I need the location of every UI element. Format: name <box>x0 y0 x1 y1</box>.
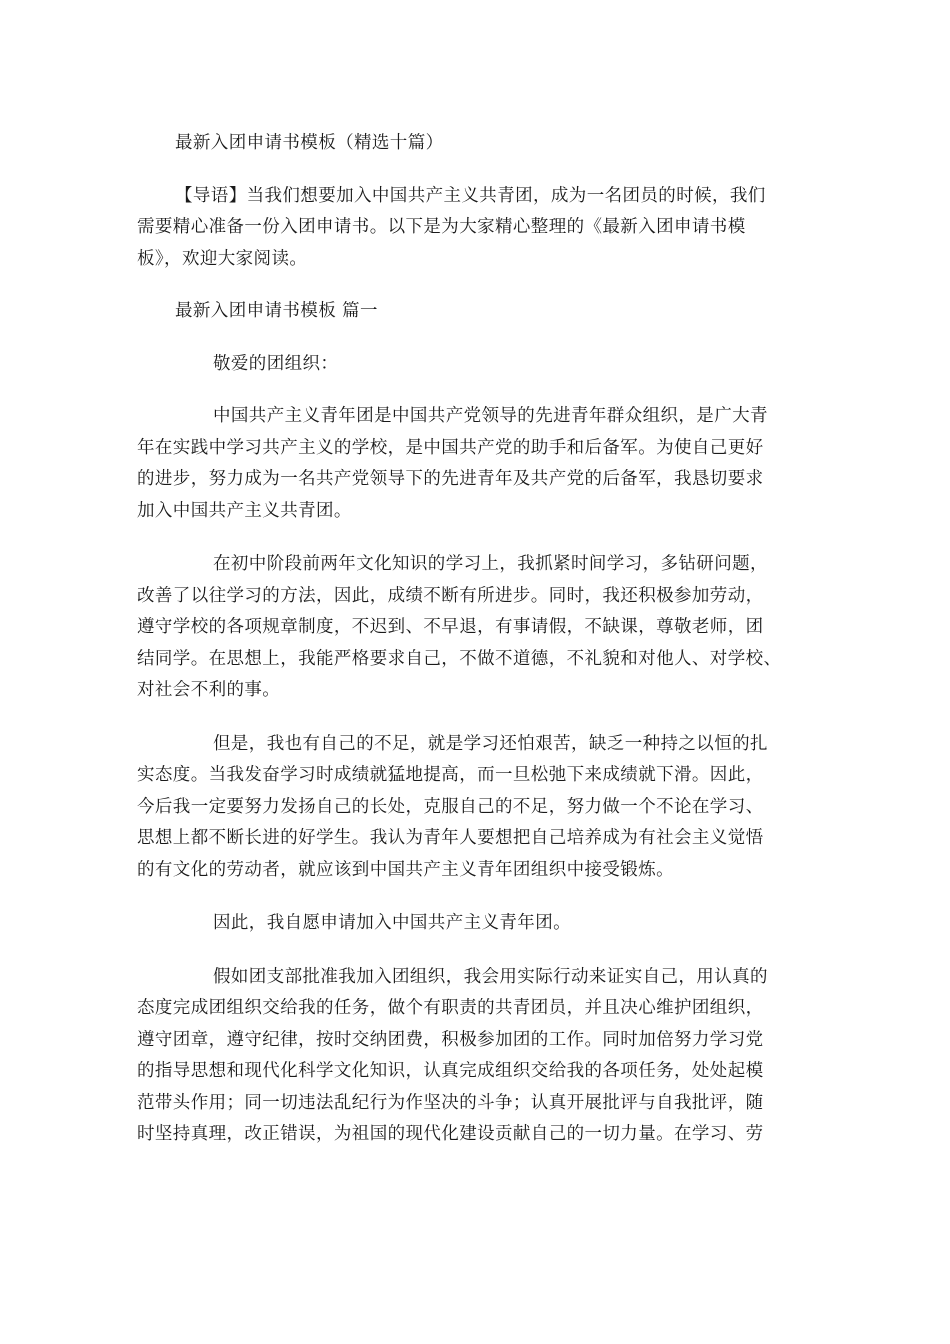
paragraph-line: 中国共产主义青年团是中国共产党领导的先进青年群众组织，是广大青 <box>213 406 768 426</box>
paragraph-line: 的指导思想和现代化科学文化知识，认真完成组织交给我的各项任务，处处起模 <box>137 1061 764 1081</box>
paragraph-line: 遵守学校的各项规章制度，不迟到、不早退，有事请假，不缺课，尊敬老师，团 <box>137 617 764 637</box>
paragraph-line: 加入中国共产主义共青团。 <box>137 500 352 521</box>
body-paragraph-1 <box>137 401 821 527</box>
document-body <box>137 128 821 1151</box>
paragraph-line: 态度完成团组织交给我的任务，做个有职责的共青团员，并且决心维护团组织， <box>137 998 764 1018</box>
paragraph-line: 年在实践中学习共产主义的学校，是中国共产党的助手和后备军。为使自己更好 <box>137 437 764 458</box>
paragraph-line: 改善了以往学习的方法，因此，成绩不断有所进步。同时，我还积极参加劳动， <box>137 585 764 606</box>
body-paragraph-4 <box>137 908 821 940</box>
paragraph-line: 的进步，努力成为一名共产党领导下的先进青年及共产党的后备军，我恳切要求 <box>137 469 764 489</box>
paragraph-line: 时坚持真理，改正错误，为祖国的现代化建设贡献自己的一切力量。在学习、劳 <box>137 1124 764 1144</box>
intro-line: 【导语】当我们想要加入中国共产主义共青团，成为一名团员的时候，我们 <box>175 185 766 206</box>
paragraph-line: 的有文化的劳动者，就应该到中国共产主义青年团组织中接受锻炼。 <box>137 859 674 880</box>
paragraph-line: 但是，我也有自己的不足，就是学习还怕艰苦，缺乏一种持之以恒的扎 <box>213 733 768 754</box>
paragraph-line: 今后我一定要努力发扬自己的长处，克服自己的不足，努力做一个不论在学习、 <box>137 796 764 817</box>
paragraph-line: 对社会不利的事。 <box>137 680 281 700</box>
paragraph-line: 假如团支部批准我加入团组织，我会用实际行动来证实自己，用认真的 <box>213 966 768 987</box>
section-heading-text: 最新入团申请书模板 篇一 <box>175 301 378 321</box>
intro-paragraph <box>137 181 821 276</box>
paragraph-line: 因此，我自愿申请加入中国共产主义青年团。 <box>213 913 571 933</box>
intro-line: 板》，欢迎大家阅读。 <box>137 248 308 269</box>
salutation-text: 敬爱的团组织： <box>213 353 339 374</box>
section-heading <box>137 296 821 328</box>
paragraph-line: 结同学。在思想上，我能严格要求自己，不做不道德，不礼貌和对他人、对学校、 <box>137 648 782 669</box>
paragraph-line: 遵守团章，遵守纪律，按时交纳团费，积极参加团的工作。同时加倍努力学习党 <box>137 1029 764 1050</box>
paragraph-line: 思想上都不断长进的好学生。我认为青年人要想把自己培养成为有社会主义觉悟 <box>137 828 764 848</box>
paragraph-line: 范带头作用；同一切违法乱纪行为作坚决的斗争；认真开展批评与自我批评，随 <box>137 1092 764 1113</box>
salutation <box>137 349 821 381</box>
paragraph-line: 在初中阶段前两年文化知识的学习上，我抓紧时间学习，多钻研问题， <box>213 554 768 574</box>
body-paragraph-5 <box>137 962 821 1151</box>
body-paragraph-2 <box>137 549 821 707</box>
body-paragraph-3 <box>137 729 821 887</box>
intro-line: 需要精心准备一份入团申请书。以下是为大家精心整理的《最新入团申请书模 <box>137 217 746 237</box>
title-text: 最新入团申请书模板（精选十篇） <box>175 133 444 153</box>
paragraph-line: 实态度。当我发奋学习时成绩就猛地提高，而一旦松弛下来成绩就下滑。因此， <box>137 765 764 785</box>
document-title <box>137 128 821 160</box>
